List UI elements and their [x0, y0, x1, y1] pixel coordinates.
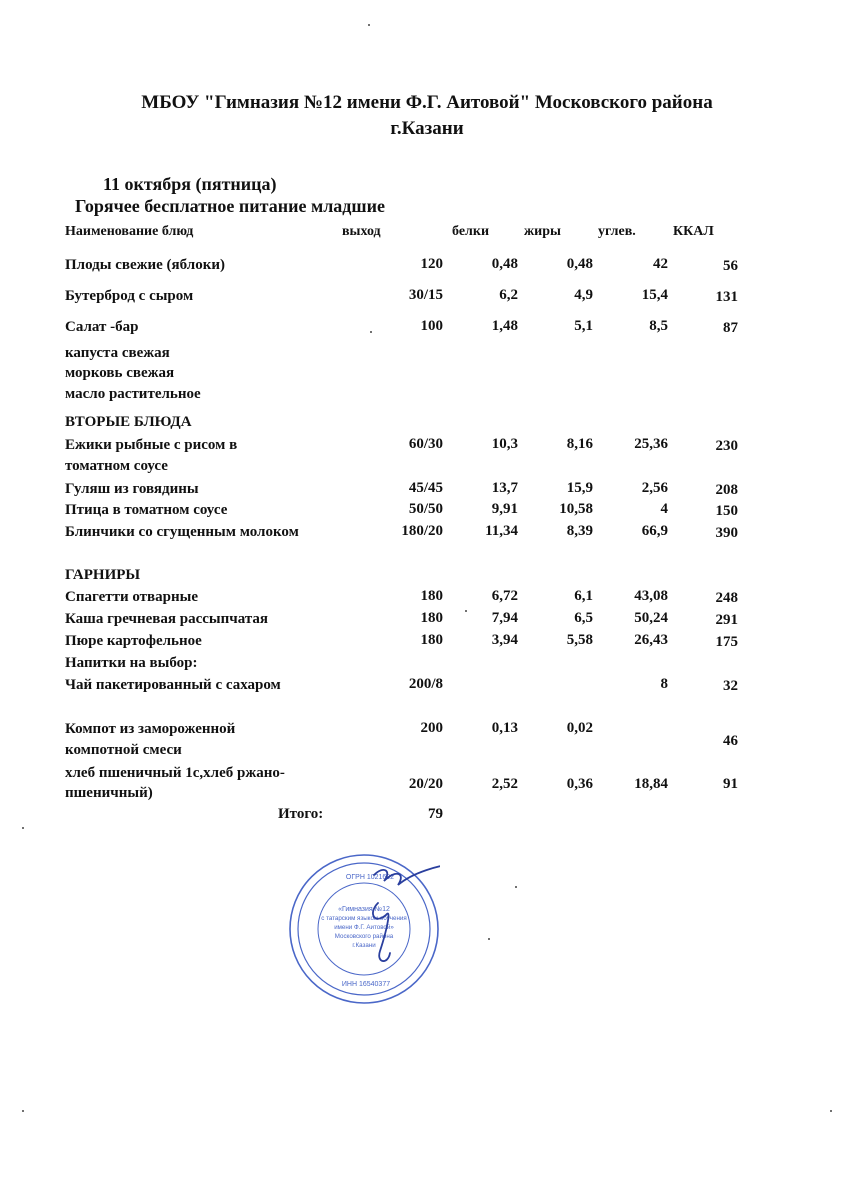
table-cell-yield: 180 — [420, 588, 443, 604]
table-cell-protein: 9,91 — [491, 501, 518, 517]
table-cell-kcal: 230 — [715, 438, 738, 454]
table-cell-carbs: 18,84 — [634, 776, 668, 792]
stamp-line1: «Гимназия №12 — [338, 906, 390, 913]
table-row-name: томатном соусе — [65, 458, 168, 474]
table-cell-carbs: 2,56 — [641, 480, 668, 496]
document-title-line1: МБОУ "Гимназия №12 имени Ф.Г. Аитовой" Московского района — [141, 92, 713, 113]
scan-speck — [22, 1110, 24, 1112]
table-cell-protein: 7,94 — [491, 610, 518, 626]
table-cell-yield: 45/45 — [408, 480, 443, 496]
table-cell-fat: 15,9 — [566, 480, 593, 496]
table-cell-kcal: 208 — [715, 482, 738, 498]
table-row-name: Компот из замороженной — [65, 721, 236, 737]
table-cell-kcal: 390 — [715, 525, 738, 541]
table-cell-yield: 100 — [420, 318, 443, 334]
section-heading: ГАРНИРЫ — [65, 567, 141, 583]
col-header-kcal: ККАЛ — [673, 224, 714, 239]
col-header-name: Наименование блюд — [65, 224, 194, 239]
section-heading: ВТОРЫЕ БЛЮДА — [65, 414, 192, 430]
stamp-line4: Московского района — [334, 933, 394, 940]
table-cell-kcal: 56 — [723, 258, 738, 274]
table-cell-yield: 200/8 — [408, 676, 443, 692]
table-row-name: Спагетти отварные — [65, 589, 199, 605]
col-header-fat: жиры — [524, 224, 561, 239]
table-cell-fat: 6,5 — [574, 610, 593, 626]
table-cell-carbs: 42 — [653, 256, 668, 272]
table-cell-kcal: 150 — [715, 503, 738, 519]
table-cell-yield: 20/20 — [408, 776, 443, 792]
table-cell-protein: 6,72 — [491, 588, 518, 604]
table-row-name: пшеничный) — [65, 785, 153, 801]
table-cell-yield: 180/20 — [401, 523, 443, 539]
scan-speck — [370, 331, 372, 333]
table-cell-kcal: 248 — [715, 590, 738, 606]
scan-speck — [465, 610, 467, 612]
table-cell-protein: 13,7 — [491, 480, 518, 496]
col-header-carbs: углев. — [598, 224, 636, 239]
table-cell-kcal: 91 — [723, 776, 738, 792]
table-cell-protein: 2,52 — [491, 776, 518, 792]
table-row-name: Напитки на выбор: — [65, 655, 198, 671]
table-cell-carbs: 66,9 — [641, 523, 668, 539]
stamp-ogrn: ОГРН 1021602 — [345, 874, 395, 881]
menu-date: 11 октября (пятница) — [103, 174, 277, 194]
table-cell-kcal: 87 — [723, 320, 738, 336]
table-cell-fat: 0,36 — [566, 776, 593, 792]
table-cell-yield: 180 — [420, 610, 443, 626]
table-cell-yield: 120 — [420, 256, 443, 272]
table-row-name: Пюре картофельное — [65, 633, 202, 649]
table-row-name: Чай пакетированный с сахаром — [65, 677, 281, 693]
table-cell-carbs: 8 — [660, 676, 668, 692]
table-cell-fat: 8,16 — [566, 436, 593, 452]
table-cell-yield: 30/15 — [408, 287, 443, 303]
table-row-name: Бутерброд с сыром — [65, 288, 194, 304]
table-cell-carbs: 50,24 — [634, 610, 668, 626]
table-cell-kcal: 131 — [715, 289, 738, 305]
table-cell-protein: 6,2 — [499, 287, 518, 303]
table-cell-protein: 0,13 — [491, 720, 518, 736]
stamp-inn: ИНН 16540377 — [341, 981, 391, 988]
table-cell-yield: 60/30 — [408, 436, 443, 452]
scan-speck — [515, 886, 517, 888]
scan-speck — [488, 938, 490, 940]
stamp-line5: г.Казани — [352, 942, 376, 949]
table-row-name: Плоды свежие (яблоки) — [65, 257, 225, 273]
table-cell-fat: 4,9 — [574, 287, 593, 303]
col-header-protein: белки — [452, 224, 490, 239]
table-row-name: хлеб пшеничный 1с,хлеб ржано- — [65, 765, 285, 781]
scan-speck — [368, 24, 370, 26]
table-cell-yield: 200 — [420, 720, 443, 736]
table-cell-protein: 10,3 — [491, 436, 518, 452]
table-cell-fat: 5,1 — [574, 318, 593, 334]
table-cell-protein: 0,48 — [491, 256, 518, 272]
table-row-name: Каша гречневая рассыпчатая — [65, 611, 269, 627]
table-row-name: Птица в томатном соусе — [65, 502, 228, 518]
table-row-name: Блинчики со сгущенным молоком — [65, 524, 299, 540]
table-cell-carbs: 25,36 — [634, 436, 668, 452]
table-row-name: масло растительное — [65, 386, 201, 402]
table-cell-fat: 10,58 — [559, 501, 593, 517]
table-cell-protein: 11,34 — [485, 523, 518, 539]
table-cell-protein: 1,48 — [491, 318, 518, 334]
table-cell-kcal: 46 — [723, 733, 738, 749]
table-cell-fat: 5,58 — [566, 632, 593, 648]
table-cell-carbs: 15,4 — [641, 287, 668, 303]
table-cell-fat: 0,02 — [566, 720, 593, 736]
table-cell-fat: 0,48 — [566, 256, 593, 272]
table-row-name: компотной смеси — [65, 742, 182, 758]
stamp-line3: имени Ф.Г. Аитовой» — [334, 924, 394, 931]
table-row-name: капуста свежая — [65, 345, 170, 361]
table-cell-fat: 6,1 — [574, 588, 593, 604]
total-label: Итого: — [278, 806, 324, 822]
scan-speck — [22, 827, 24, 829]
table-row-name: Ежики рыбные с рисом в — [65, 437, 238, 453]
table-cell-kcal: 175 — [715, 634, 738, 650]
table-cell-carbs: 43,08 — [634, 588, 668, 604]
table-cell-protein: 3,94 — [491, 632, 518, 648]
scan-speck — [830, 1110, 832, 1112]
table-cell-fat: 8,39 — [566, 523, 593, 539]
table-cell-carbs: 8,5 — [649, 318, 668, 334]
table-row-name: Гуляш из говядины — [65, 481, 199, 497]
col-header-yield: выход — [342, 224, 381, 239]
document-title-line2: г.Казани — [390, 118, 464, 139]
total-value: 79 — [428, 806, 443, 822]
table-cell-yield: 50/50 — [408, 501, 443, 517]
table-cell-carbs: 26,43 — [634, 632, 668, 648]
table-cell-kcal: 291 — [715, 612, 738, 628]
table-cell-kcal: 32 — [723, 678, 738, 694]
table-cell-yield: 180 — [420, 632, 443, 648]
table-cell-carbs: 4 — [660, 501, 668, 517]
menu-subtitle: Горячее бесплатное питание младшие — [75, 196, 385, 216]
official-stamp — [288, 853, 440, 1005]
table-row-name: Салат -бар — [65, 319, 139, 335]
table-row-name: морковь свежая — [65, 365, 175, 381]
stamp-line2: с татарским языком обучения — [321, 915, 407, 922]
